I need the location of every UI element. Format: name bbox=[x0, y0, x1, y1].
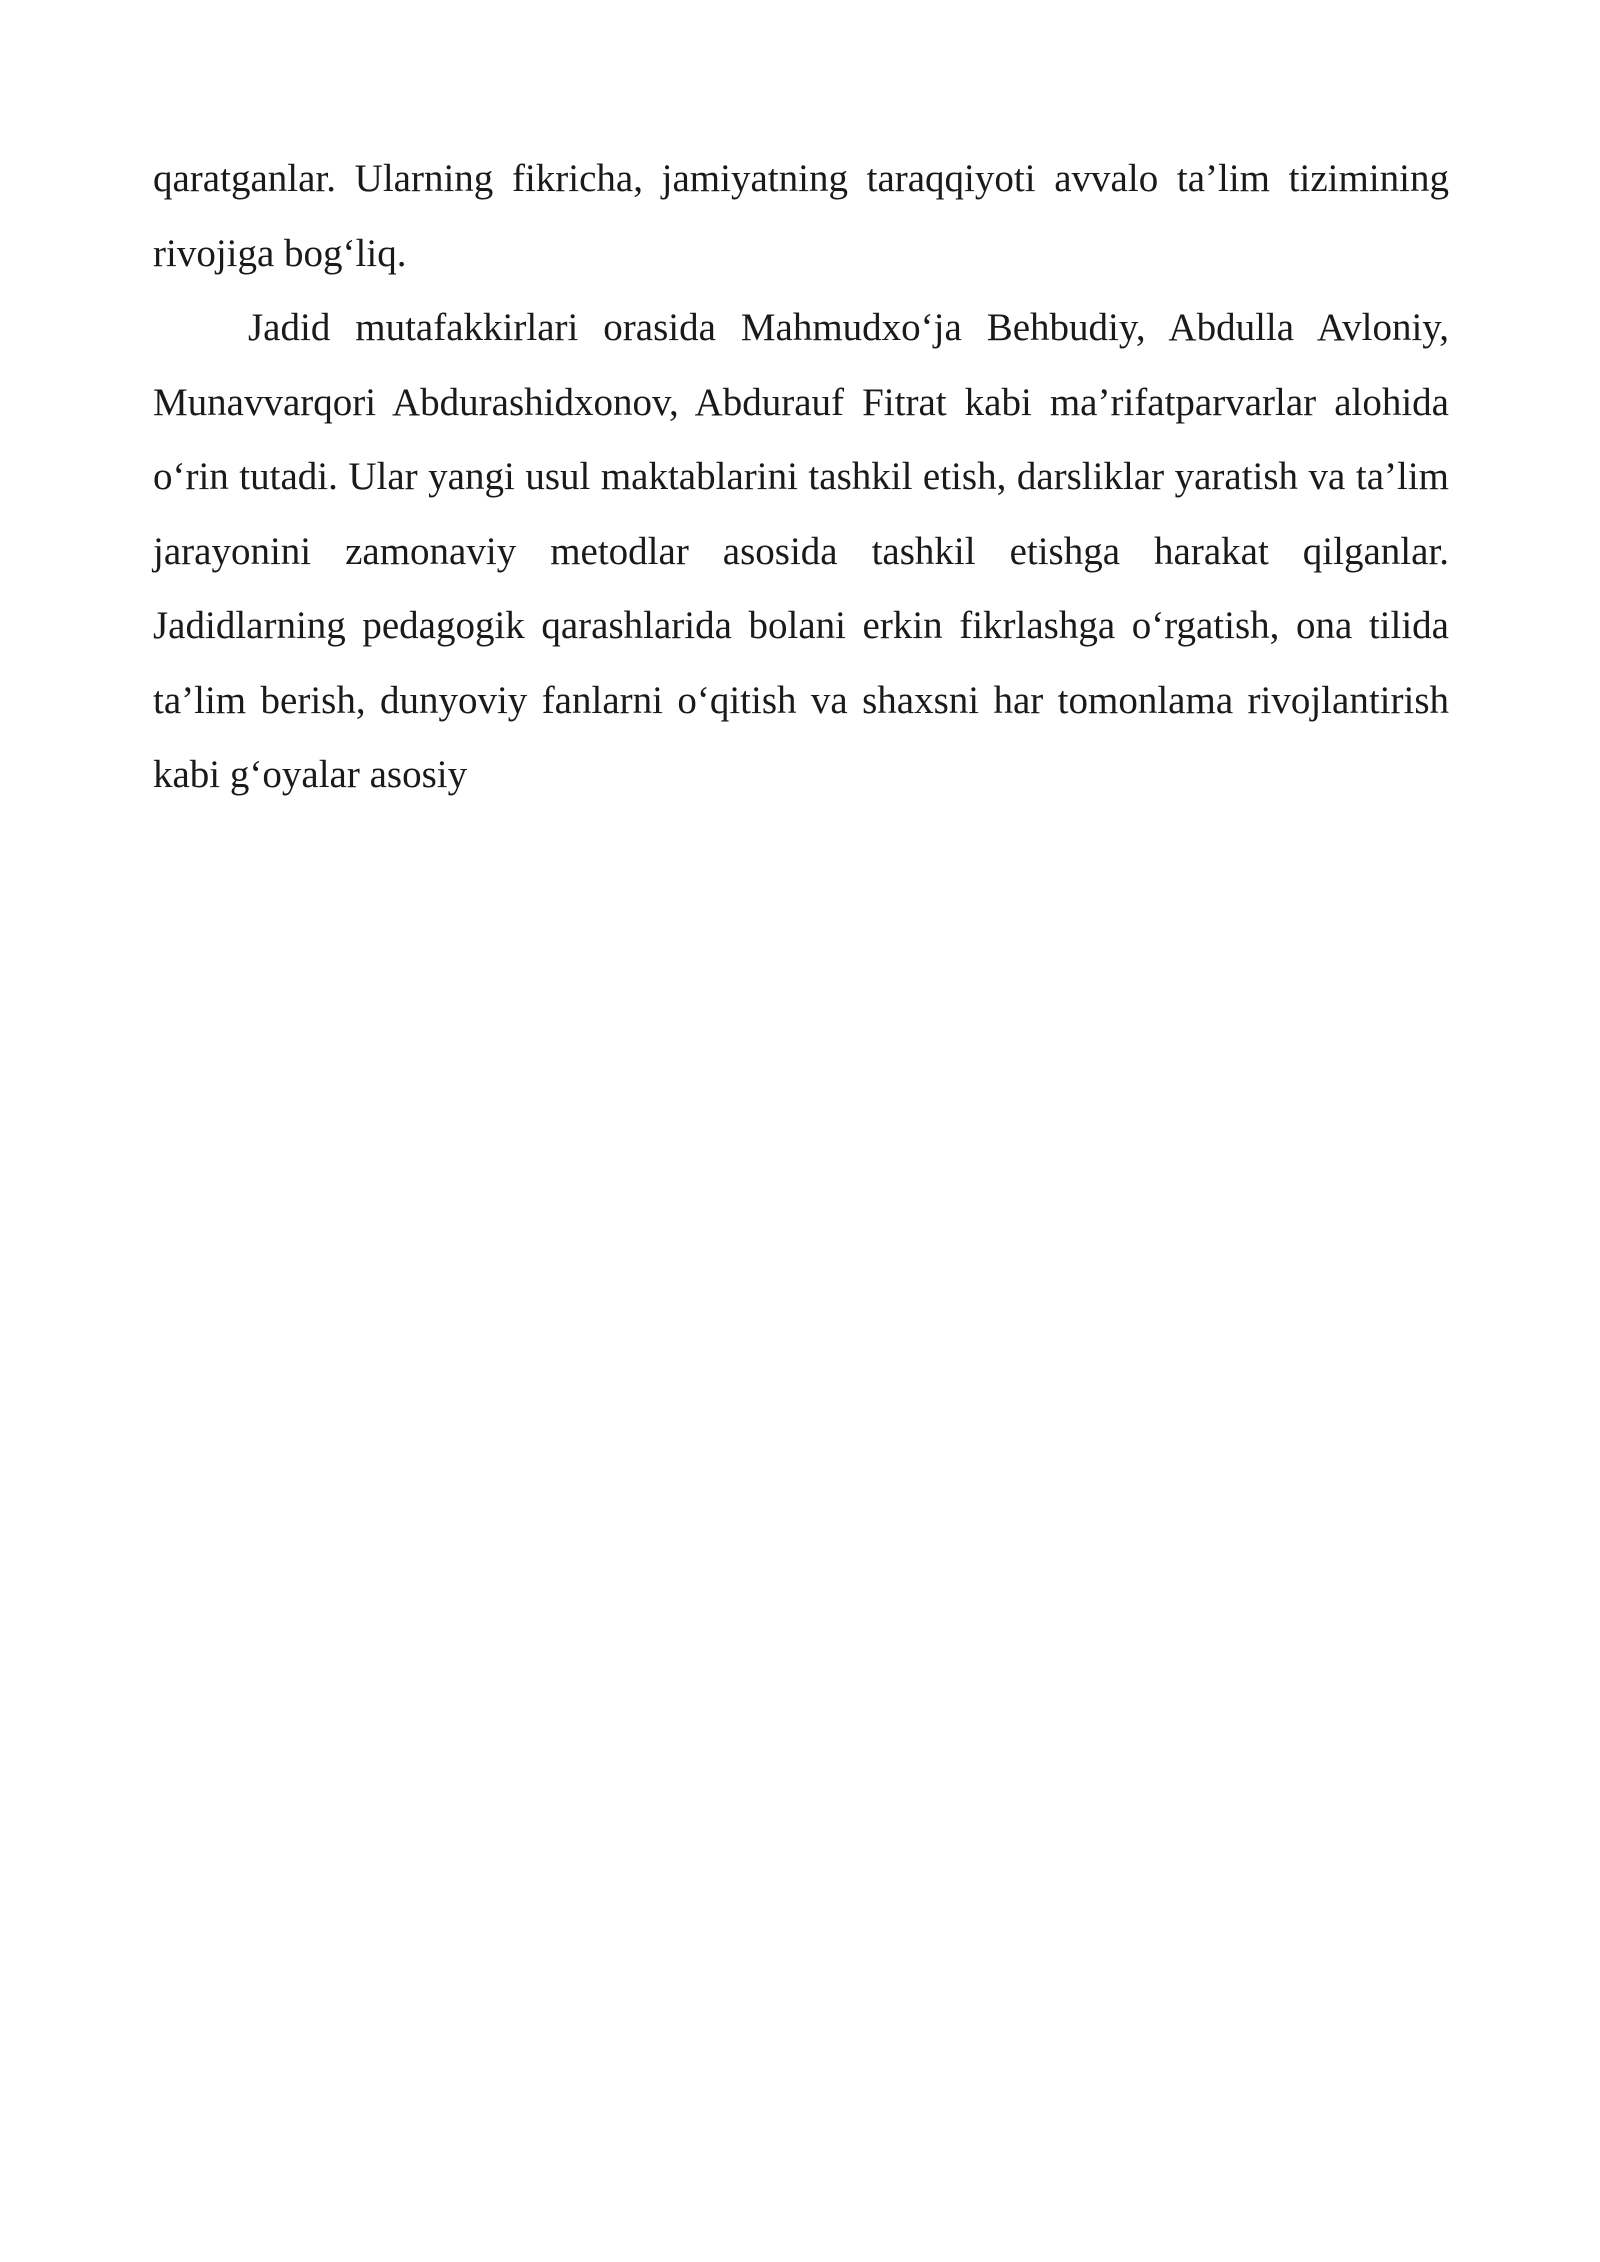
paragraph-jadid-thinkers: Jadid mutafakkirlari orasida Mahmudxo‘ja Behbudiy, Abdulla Avloniy, Munavvarqori Abdurashidxonov, Abdurauf Fitrat kabi ma’rifatparvarlar alohida o‘rin tutadi. Ular yangi usul maktablarini tashkil etish, darsliklar yaratish va ta’lim jarayonini zamonaviy metodlar asosida tashkil etishga harakat qilganlar. Jadidlarning pedagogik qarashlarida bolani erkin fikrlashga o‘rgatish, ona tilida ta’lim berish, dunyoviy fanlarni o‘qitish va shaxsni har tomonlama rivojlantirish kabi g‘oyalar asosiy bbox=[153, 306, 1449, 796]
paragraph-continuation: qaratganlar. Ularning fikricha, jamiyatning taraqqiyoti avvalo ta’lim tizimining rivojiga bog‘liq. bbox=[153, 157, 1449, 275]
document-body bbox=[153, 142, 1449, 813]
